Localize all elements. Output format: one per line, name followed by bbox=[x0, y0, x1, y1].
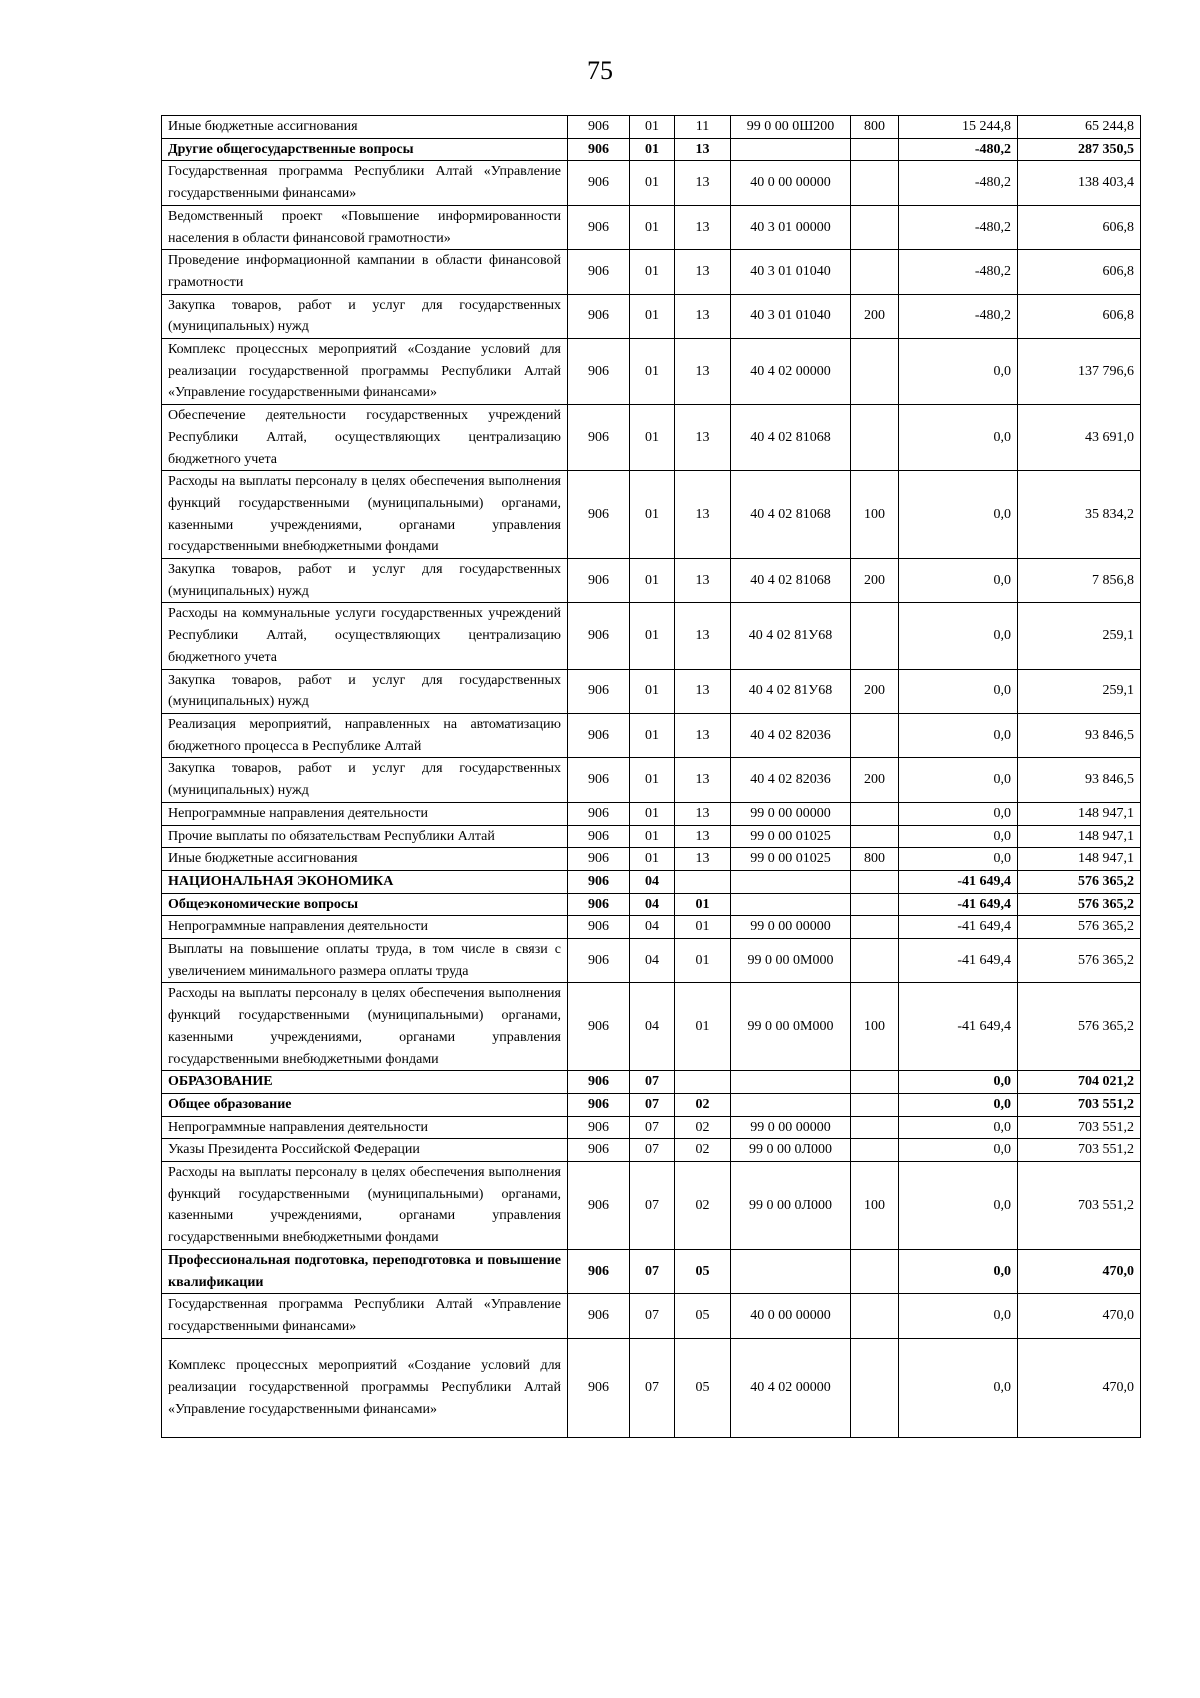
cell-ministry-code: 906 bbox=[568, 1294, 630, 1338]
cell-target-article: 40 3 01 01040 bbox=[731, 294, 851, 338]
cell-subsection: 13 bbox=[675, 339, 731, 405]
cell-change-amount: 0,0 bbox=[899, 603, 1018, 669]
cell-ministry-code: 906 bbox=[568, 1071, 630, 1094]
cell-name: Закупка товаров, работ и услуг для государственных (муниципальных) нужд bbox=[162, 559, 568, 603]
table-row bbox=[162, 138, 1141, 161]
table-row bbox=[162, 559, 1141, 603]
cell-change-amount: 15 244,8 bbox=[899, 116, 1018, 139]
cell-section: 04 bbox=[630, 939, 675, 983]
cell-subsection: 02 bbox=[675, 1093, 731, 1116]
cell-expense-type bbox=[851, 138, 899, 161]
cell-expense-type bbox=[851, 1116, 899, 1139]
cell-section: 04 bbox=[630, 893, 675, 916]
cell-expense-type: 800 bbox=[851, 848, 899, 871]
cell-total-amount: 703 551,2 bbox=[1018, 1139, 1141, 1162]
cell-change-amount: 0,0 bbox=[899, 802, 1018, 825]
cell-ministry-code: 906 bbox=[568, 1093, 630, 1116]
table-row bbox=[162, 1294, 1141, 1338]
table-row bbox=[162, 983, 1141, 1071]
cell-expense-type: 800 bbox=[851, 116, 899, 139]
cell-ministry-code: 906 bbox=[568, 1249, 630, 1293]
cell-change-amount: -480,2 bbox=[899, 294, 1018, 338]
cell-change-amount: -41 649,4 bbox=[899, 939, 1018, 983]
cell-target-article: 40 4 02 81У68 bbox=[731, 669, 851, 713]
cell-target-article: 99 0 00 00000 bbox=[731, 916, 851, 939]
cell-change-amount: 0,0 bbox=[899, 559, 1018, 603]
cell-change-amount: -41 649,4 bbox=[899, 893, 1018, 916]
cell-total-amount: 93 846,5 bbox=[1018, 758, 1141, 802]
cell-ministry-code: 906 bbox=[568, 939, 630, 983]
cell-target-article: 40 0 00 00000 bbox=[731, 1294, 851, 1338]
cell-section: 04 bbox=[630, 916, 675, 939]
cell-section: 01 bbox=[630, 294, 675, 338]
cell-ministry-code: 906 bbox=[568, 603, 630, 669]
cell-ministry-code: 906 bbox=[568, 1162, 630, 1250]
cell-change-amount: 0,0 bbox=[899, 825, 1018, 848]
cell-change-amount: -480,2 bbox=[899, 205, 1018, 249]
cell-subsection: 01 bbox=[675, 983, 731, 1071]
cell-expense-type bbox=[851, 161, 899, 205]
cell-ministry-code: 906 bbox=[568, 870, 630, 893]
cell-name: ОБРАЗОВАНИЕ bbox=[162, 1071, 568, 1094]
cell-total-amount: 65 244,8 bbox=[1018, 116, 1141, 139]
cell-target-article: 99 0 00 0М000 bbox=[731, 939, 851, 983]
cell-change-amount: 0,0 bbox=[899, 1071, 1018, 1094]
cell-name: Указы Президента Российской Федерации bbox=[162, 1139, 568, 1162]
cell-section: 07 bbox=[630, 1249, 675, 1293]
cell-ministry-code: 906 bbox=[568, 250, 630, 294]
cell-target-article: 40 4 02 00000 bbox=[731, 1338, 851, 1437]
cell-expense-type bbox=[851, 802, 899, 825]
cell-change-amount: 0,0 bbox=[899, 758, 1018, 802]
cell-total-amount: 7 856,8 bbox=[1018, 559, 1141, 603]
budget-table bbox=[161, 115, 1141, 1438]
cell-section: 01 bbox=[630, 205, 675, 249]
cell-target-article: 40 0 00 00000 bbox=[731, 161, 851, 205]
cell-expense-type bbox=[851, 713, 899, 757]
cell-section: 01 bbox=[630, 405, 675, 471]
cell-subsection: 01 bbox=[675, 939, 731, 983]
cell-expense-type bbox=[851, 603, 899, 669]
cell-ministry-code: 906 bbox=[568, 669, 630, 713]
cell-change-amount: -480,2 bbox=[899, 250, 1018, 294]
cell-expense-type bbox=[851, 1249, 899, 1293]
cell-name: Закупка товаров, работ и услуг для государственных (муниципальных) нужд bbox=[162, 758, 568, 802]
cell-section: 07 bbox=[630, 1338, 675, 1437]
cell-subsection: 13 bbox=[675, 161, 731, 205]
table-row bbox=[162, 471, 1141, 559]
cell-target-article: 40 3 01 00000 bbox=[731, 205, 851, 249]
cell-subsection: 11 bbox=[675, 116, 731, 139]
cell-target-article: 40 4 02 82036 bbox=[731, 713, 851, 757]
cell-subsection: 13 bbox=[675, 471, 731, 559]
cell-subsection: 01 bbox=[675, 916, 731, 939]
cell-total-amount: 576 365,2 bbox=[1018, 870, 1141, 893]
cell-expense-type: 200 bbox=[851, 559, 899, 603]
cell-name: Комплекс процессных мероприятий «Создание условий для реализации государственной программы Республики Алтай «Управление государственными финансами» bbox=[162, 1338, 568, 1437]
cell-ministry-code: 906 bbox=[568, 1338, 630, 1437]
cell-ministry-code: 906 bbox=[568, 339, 630, 405]
cell-total-amount: 259,1 bbox=[1018, 669, 1141, 713]
cell-section: 07 bbox=[630, 1139, 675, 1162]
cell-ministry-code: 906 bbox=[568, 1139, 630, 1162]
cell-total-amount: 606,8 bbox=[1018, 205, 1141, 249]
cell-total-amount: 576 365,2 bbox=[1018, 939, 1141, 983]
cell-total-amount: 703 551,2 bbox=[1018, 1093, 1141, 1116]
cell-section: 04 bbox=[630, 870, 675, 893]
cell-total-amount: 138 403,4 bbox=[1018, 161, 1141, 205]
cell-subsection: 13 bbox=[675, 848, 731, 871]
cell-expense-type bbox=[851, 916, 899, 939]
cell-section: 01 bbox=[630, 116, 675, 139]
table-row bbox=[162, 205, 1141, 249]
cell-name: Иные бюджетные ассигнования bbox=[162, 116, 568, 139]
cell-subsection: 13 bbox=[675, 713, 731, 757]
cell-section: 01 bbox=[630, 138, 675, 161]
cell-target-article: 40 4 02 00000 bbox=[731, 339, 851, 405]
cell-target-article bbox=[731, 870, 851, 893]
cell-target-article: 99 0 00 01025 bbox=[731, 825, 851, 848]
cell-subsection: 02 bbox=[675, 1116, 731, 1139]
cell-subsection: 13 bbox=[675, 758, 731, 802]
cell-name: Профессиональная подготовка, переподготовка и повышение квалификации bbox=[162, 1249, 568, 1293]
cell-name: Расходы на коммунальные услуги государственных учреждений Республики Алтай, осуществляющих централизацию бюджетного учета bbox=[162, 603, 568, 669]
page-number: 75 bbox=[587, 56, 613, 85]
cell-total-amount: 606,8 bbox=[1018, 294, 1141, 338]
cell-total-amount: 259,1 bbox=[1018, 603, 1141, 669]
cell-section: 07 bbox=[630, 1116, 675, 1139]
cell-target-article: 40 4 02 81068 bbox=[731, 559, 851, 603]
cell-name: Государственная программа Республики Алтай «Управление государственными финансами» bbox=[162, 161, 568, 205]
cell-name: Иные бюджетные ассигнования bbox=[162, 848, 568, 871]
cell-change-amount: -480,2 bbox=[899, 161, 1018, 205]
cell-total-amount: 470,0 bbox=[1018, 1249, 1141, 1293]
cell-ministry-code: 906 bbox=[568, 116, 630, 139]
cell-name: Непрограммные направления деятельности bbox=[162, 1116, 568, 1139]
cell-change-amount: -41 649,4 bbox=[899, 916, 1018, 939]
cell-section: 01 bbox=[630, 603, 675, 669]
cell-subsection: 05 bbox=[675, 1294, 731, 1338]
cell-ministry-code: 906 bbox=[568, 825, 630, 848]
cell-target-article: 40 4 02 81068 bbox=[731, 405, 851, 471]
table-row bbox=[162, 250, 1141, 294]
cell-ministry-code: 906 bbox=[568, 758, 630, 802]
table-row bbox=[162, 916, 1141, 939]
cell-expense-type bbox=[851, 250, 899, 294]
cell-expense-type bbox=[851, 1338, 899, 1437]
table-row bbox=[162, 1116, 1141, 1139]
cell-change-amount: 0,0 bbox=[899, 713, 1018, 757]
cell-expense-type bbox=[851, 1139, 899, 1162]
cell-total-amount: 148 947,1 bbox=[1018, 802, 1141, 825]
cell-subsection: 13 bbox=[675, 669, 731, 713]
cell-subsection: 02 bbox=[675, 1139, 731, 1162]
cell-name: Закупка товаров, работ и услуг для государственных (муниципальных) нужд bbox=[162, 669, 568, 713]
cell-total-amount: 287 350,5 bbox=[1018, 138, 1141, 161]
cell-section: 01 bbox=[630, 713, 675, 757]
table-row bbox=[162, 713, 1141, 757]
cell-change-amount: 0,0 bbox=[899, 405, 1018, 471]
table-row bbox=[162, 825, 1141, 848]
cell-ministry-code: 906 bbox=[568, 205, 630, 249]
cell-section: 01 bbox=[630, 559, 675, 603]
cell-expense-type bbox=[851, 939, 899, 983]
cell-name: Непрограммные направления деятельности bbox=[162, 916, 568, 939]
cell-total-amount: 576 365,2 bbox=[1018, 916, 1141, 939]
cell-subsection: 05 bbox=[675, 1249, 731, 1293]
cell-expense-type bbox=[851, 1071, 899, 1094]
table-row bbox=[162, 1093, 1141, 1116]
cell-total-amount: 148 947,1 bbox=[1018, 848, 1141, 871]
cell-expense-type bbox=[851, 1093, 899, 1116]
cell-change-amount: 0,0 bbox=[899, 848, 1018, 871]
cell-name: Расходы на выплаты персоналу в целях обеспечения выполнения функций государственными (муниципальными) органами, казенными учреждениями, органами управления государственными внебюджетными фондами bbox=[162, 1162, 568, 1250]
cell-section: 01 bbox=[630, 669, 675, 713]
cell-name: Другие общегосударственные вопросы bbox=[162, 138, 568, 161]
cell-expense-type: 100 bbox=[851, 471, 899, 559]
cell-subsection: 13 bbox=[675, 405, 731, 471]
cell-subsection: 13 bbox=[675, 559, 731, 603]
cell-ministry-code: 906 bbox=[568, 294, 630, 338]
cell-expense-type bbox=[851, 893, 899, 916]
cell-expense-type: 100 bbox=[851, 983, 899, 1071]
cell-subsection: 01 bbox=[675, 893, 731, 916]
cell-target-article: 40 4 02 81У68 bbox=[731, 603, 851, 669]
cell-subsection bbox=[675, 1071, 731, 1094]
table-row bbox=[162, 116, 1141, 139]
cell-target-article bbox=[731, 138, 851, 161]
cell-name: Обеспечение деятельности государственных учреждений Республики Алтай, осуществляющих централизацию бюджетного учета bbox=[162, 405, 568, 471]
cell-total-amount: 704 021,2 bbox=[1018, 1071, 1141, 1094]
cell-ministry-code: 906 bbox=[568, 893, 630, 916]
table-row bbox=[162, 848, 1141, 871]
table-row bbox=[162, 339, 1141, 405]
cell-total-amount: 703 551,2 bbox=[1018, 1162, 1141, 1250]
cell-target-article bbox=[731, 893, 851, 916]
cell-ministry-code: 906 bbox=[568, 559, 630, 603]
cell-expense-type bbox=[851, 339, 899, 405]
table-row bbox=[162, 939, 1141, 983]
cell-name: Общее образование bbox=[162, 1093, 568, 1116]
cell-total-amount: 148 947,1 bbox=[1018, 825, 1141, 848]
table-body bbox=[162, 116, 1141, 1438]
cell-expense-type bbox=[851, 825, 899, 848]
cell-expense-type bbox=[851, 1294, 899, 1338]
cell-ministry-code: 906 bbox=[568, 471, 630, 559]
cell-total-amount: 43 691,0 bbox=[1018, 405, 1141, 471]
cell-section: 07 bbox=[630, 1093, 675, 1116]
cell-ministry-code: 906 bbox=[568, 161, 630, 205]
cell-name: Расходы на выплаты персоналу в целях обеспечения выполнения функций государственными (муниципальными) органами, казенными учреждениями, органами управления государственными внебюджетными фондами bbox=[162, 471, 568, 559]
cell-change-amount: 0,0 bbox=[899, 1162, 1018, 1250]
cell-ministry-code: 906 bbox=[568, 713, 630, 757]
cell-name: Прочие выплаты по обязательствам Республики Алтай bbox=[162, 825, 568, 848]
cell-target-article: 40 4 02 82036 bbox=[731, 758, 851, 802]
table-row bbox=[162, 603, 1141, 669]
cell-change-amount: 0,0 bbox=[899, 1249, 1018, 1293]
cell-total-amount: 93 846,5 bbox=[1018, 713, 1141, 757]
cell-total-amount: 576 365,2 bbox=[1018, 983, 1141, 1071]
cell-subsection: 13 bbox=[675, 825, 731, 848]
table-row bbox=[162, 405, 1141, 471]
cell-change-amount: 0,0 bbox=[899, 339, 1018, 405]
cell-section: 01 bbox=[630, 161, 675, 205]
cell-section: 07 bbox=[630, 1294, 675, 1338]
table-row bbox=[162, 802, 1141, 825]
cell-ministry-code: 906 bbox=[568, 405, 630, 471]
cell-ministry-code: 906 bbox=[568, 916, 630, 939]
cell-name: Выплаты на повышение оплаты труда, в том числе в связи с увеличением минимального размера оплаты труда bbox=[162, 939, 568, 983]
cell-ministry-code: 906 bbox=[568, 848, 630, 871]
cell-section: 01 bbox=[630, 250, 675, 294]
cell-section: 01 bbox=[630, 848, 675, 871]
cell-target-article: 99 0 00 00000 bbox=[731, 802, 851, 825]
cell-subsection: 05 bbox=[675, 1338, 731, 1437]
cell-target-article: 99 0 00 0Ш200 bbox=[731, 116, 851, 139]
cell-subsection: 13 bbox=[675, 250, 731, 294]
cell-name: НАЦИОНАЛЬНАЯ ЭКОНОМИКА bbox=[162, 870, 568, 893]
cell-target-article: 99 0 00 00000 bbox=[731, 1116, 851, 1139]
cell-change-amount: 0,0 bbox=[899, 1139, 1018, 1162]
table-row bbox=[162, 294, 1141, 338]
cell-change-amount: 0,0 bbox=[899, 1294, 1018, 1338]
cell-ministry-code: 906 bbox=[568, 1116, 630, 1139]
cell-target-article bbox=[731, 1249, 851, 1293]
cell-change-amount: -41 649,4 bbox=[899, 983, 1018, 1071]
cell-name: Общеэкономические вопросы bbox=[162, 893, 568, 916]
table-row bbox=[162, 893, 1141, 916]
cell-name: Реализация мероприятий, направленных на автоматизацию бюджетного процесса в Республике Алтай bbox=[162, 713, 568, 757]
cell-change-amount: 0,0 bbox=[899, 1116, 1018, 1139]
cell-ministry-code: 906 bbox=[568, 983, 630, 1071]
table-row bbox=[162, 758, 1141, 802]
cell-total-amount: 137 796,6 bbox=[1018, 339, 1141, 405]
table-row bbox=[162, 161, 1141, 205]
cell-change-amount: 0,0 bbox=[899, 1338, 1018, 1437]
cell-section: 01 bbox=[630, 802, 675, 825]
cell-expense-type bbox=[851, 870, 899, 893]
cell-change-amount: 0,0 bbox=[899, 471, 1018, 559]
cell-target-article: 40 3 01 01040 bbox=[731, 250, 851, 294]
cell-expense-type: 200 bbox=[851, 758, 899, 802]
table-row bbox=[162, 669, 1141, 713]
table-row bbox=[162, 1338, 1141, 1437]
cell-target-article: 99 0 00 01025 bbox=[731, 848, 851, 871]
table-row bbox=[162, 1071, 1141, 1094]
table-row bbox=[162, 1162, 1141, 1250]
cell-subsection: 02 bbox=[675, 1162, 731, 1250]
cell-target-article: 99 0 00 0Л000 bbox=[731, 1162, 851, 1250]
cell-section: 01 bbox=[630, 471, 675, 559]
cell-subsection: 13 bbox=[675, 603, 731, 669]
cell-subsection: 13 bbox=[675, 802, 731, 825]
cell-change-amount: 0,0 bbox=[899, 1093, 1018, 1116]
cell-ministry-code: 906 bbox=[568, 138, 630, 161]
cell-expense-type bbox=[851, 405, 899, 471]
cell-section: 07 bbox=[630, 1162, 675, 1250]
cell-expense-type: 200 bbox=[851, 294, 899, 338]
cell-target-article bbox=[731, 1071, 851, 1094]
cell-total-amount: 703 551,2 bbox=[1018, 1116, 1141, 1139]
cell-ministry-code: 906 bbox=[568, 802, 630, 825]
cell-name: Государственная программа Республики Алтай «Управление государственными финансами» bbox=[162, 1294, 568, 1338]
cell-subsection: 13 bbox=[675, 294, 731, 338]
cell-total-amount: 35 834,2 bbox=[1018, 471, 1141, 559]
cell-target-article: 99 0 00 0Л000 bbox=[731, 1139, 851, 1162]
cell-section: 01 bbox=[630, 825, 675, 848]
cell-target-article bbox=[731, 1093, 851, 1116]
table-row bbox=[162, 1249, 1141, 1293]
cell-section: 04 bbox=[630, 983, 675, 1071]
cell-expense-type: 200 bbox=[851, 669, 899, 713]
cell-section: 01 bbox=[630, 758, 675, 802]
cell-name: Проведение информационной кампании в области финансовой грамотности bbox=[162, 250, 568, 294]
cell-name: Комплекс процессных мероприятий «Создание условий для реализации государственной программы Республики Алтай «Управление государственными финансами» bbox=[162, 339, 568, 405]
cell-subsection bbox=[675, 870, 731, 893]
cell-name: Закупка товаров, работ и услуг для государственных (муниципальных) нужд bbox=[162, 294, 568, 338]
cell-name: Ведомственный проект «Повышение информированности населения в области финансовой грамотности» bbox=[162, 205, 568, 249]
cell-change-amount: 0,0 bbox=[899, 669, 1018, 713]
cell-expense-type bbox=[851, 205, 899, 249]
cell-subsection: 13 bbox=[675, 205, 731, 249]
cell-total-amount: 606,8 bbox=[1018, 250, 1141, 294]
cell-name: Непрограммные направления деятельности bbox=[162, 802, 568, 825]
table-row bbox=[162, 1139, 1141, 1162]
cell-expense-type: 100 bbox=[851, 1162, 899, 1250]
cell-section: 01 bbox=[630, 339, 675, 405]
cell-section: 07 bbox=[630, 1071, 675, 1094]
cell-total-amount: 576 365,2 bbox=[1018, 893, 1141, 916]
table-row bbox=[162, 870, 1141, 893]
cell-change-amount: -480,2 bbox=[899, 138, 1018, 161]
cell-total-amount: 470,0 bbox=[1018, 1294, 1141, 1338]
cell-total-amount: 470,0 bbox=[1018, 1338, 1141, 1437]
cell-change-amount: -41 649,4 bbox=[899, 870, 1018, 893]
cell-name: Расходы на выплаты персоналу в целях обеспечения выполнения функций государственными (муниципальными) органами, казенными учреждениями, органами управления государственными внебюджетными фондами bbox=[162, 983, 568, 1071]
cell-target-article: 40 4 02 81068 bbox=[731, 471, 851, 559]
cell-subsection: 13 bbox=[675, 138, 731, 161]
cell-target-article: 99 0 00 0М000 bbox=[731, 983, 851, 1071]
